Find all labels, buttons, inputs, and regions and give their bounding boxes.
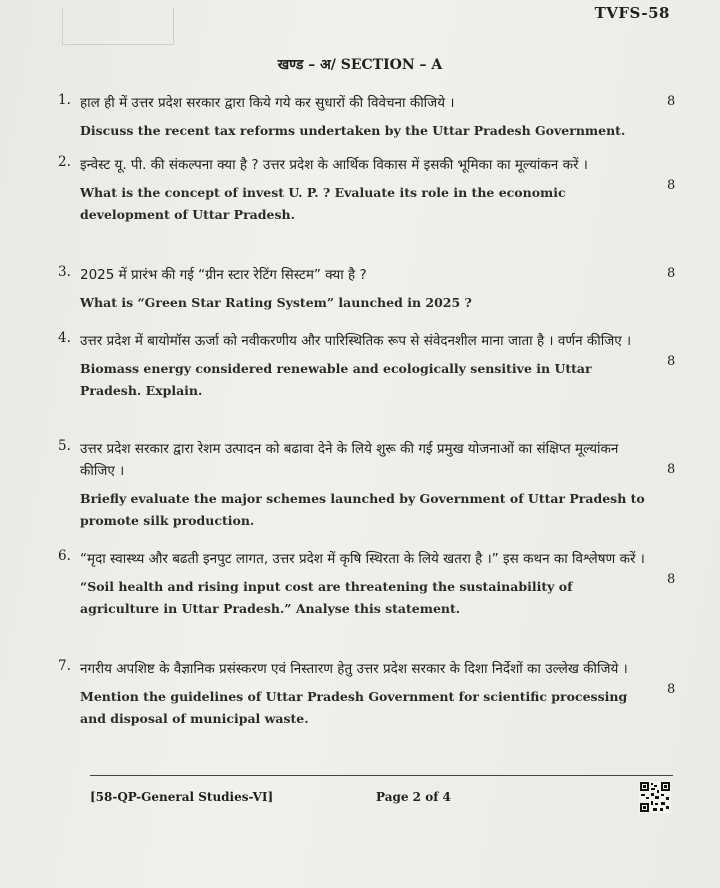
question-4 (58, 330, 645, 402)
footer-divider (90, 775, 673, 776)
question-marks: 8 (667, 94, 676, 109)
question-english: Biomass energy considered renewable and ecologically sensitive in Uttar Pradesh. Explain. (80, 361, 592, 398)
question-english: What is the concept of invest U. P. ? Evaluate its role in the economic development of Uttar Pradesh. (80, 185, 566, 222)
question-english: Mention the guidelines of Uttar Pradesh Government for scientific processing and disposal of municipal waste. (80, 689, 628, 726)
question-english: What is “Green Star Rating System” launched in 2025 ? (80, 295, 472, 310)
question-hindi: नगरीय अपशिष्ट के वैज्ञानिक प्रसंस्करण एवं निस्तारण हेतु उत्तर प्रदेश सरकार के दिशा निर्देशों का उल्लेख कीजिये । (80, 661, 628, 677)
faded-stamp-box (62, 8, 174, 45)
section-title: खण्ड – अ/ SECTION – A (277, 57, 443, 73)
question-marks: 8 (667, 572, 676, 587)
footer-page-number: Page 2 of 4 (376, 790, 451, 804)
question-number: 5. (58, 438, 71, 454)
qr-code-icon (639, 781, 671, 813)
question-number: 7. (58, 658, 71, 674)
question-hindi: 2025 में प्रारंभ की गई “ग्रीन स्टार रेटिंग सिस्टम” क्या है ? (80, 267, 367, 283)
question-hindi: हाल ही में उत्तर प्रदेश सरकार द्वारा किये गये कर सुधारों की विवेचना कीजिये । (80, 95, 455, 111)
question-7 (58, 658, 645, 730)
question-number: 3. (58, 264, 71, 280)
question-marks: 8 (667, 266, 676, 281)
question-1 (58, 92, 645, 142)
question-number: 2. (58, 154, 71, 170)
question-5 (58, 438, 645, 532)
question-hindi: इन्वेस्ट यू. पी. की संकल्पना क्या है ? उत्तर प्रदेश के आर्थिक विकास में इसकी भूमिका का मूल्यांकन करें । (80, 157, 588, 173)
question-hindi: “मृदा स्वास्थ्य और बढती इनपुट लागत, उत्तर प्रदेश में कृषि स्थिरता के लिये खतरा है ।” इस कथन का विश्लेषण करें । (80, 551, 645, 567)
question-marks: 8 (667, 462, 676, 477)
footer-paper-id: [58-QP-General Studies-VI] (90, 790, 274, 804)
question-number: 4. (58, 330, 71, 346)
question-hindi: उत्तर प्रदेश सरकार द्वारा रेशम उत्पादन को बढावा देने के लिये शुरू की गई प्रमुख योजनाओं का संक्षिप्त मूल्यांकन कीजिए । (80, 441, 619, 479)
question-marks: 8 (667, 178, 676, 193)
question-hindi: उत्तर प्रदेश में बायोमॉस ऊर्जा को नवीकरणीय और पारिस्थितिक रूप से संवेदनशील माना जाता है । वर्णन कीजिए । (80, 333, 632, 349)
question-english: Briefly evaluate the major schemes launched by Government of Uttar Pradesh to promote silk production. (80, 491, 645, 528)
question-marks: 8 (667, 682, 676, 697)
question-english: Discuss the recent tax reforms undertaken by the Uttar Pradesh Government. (80, 123, 626, 138)
question-english: “Soil health and rising input cost are threatening the sustainability of agriculture in Uttar Pradesh.” Analyse this statement. (80, 579, 573, 616)
question-6 (58, 548, 645, 620)
question-3 (58, 264, 645, 314)
question-number: 6. (58, 548, 71, 564)
question-2 (58, 154, 645, 226)
question-marks: 8 (667, 354, 676, 369)
question-number: 1. (58, 92, 71, 108)
paper-code: TVFS-58 (594, 4, 670, 22)
